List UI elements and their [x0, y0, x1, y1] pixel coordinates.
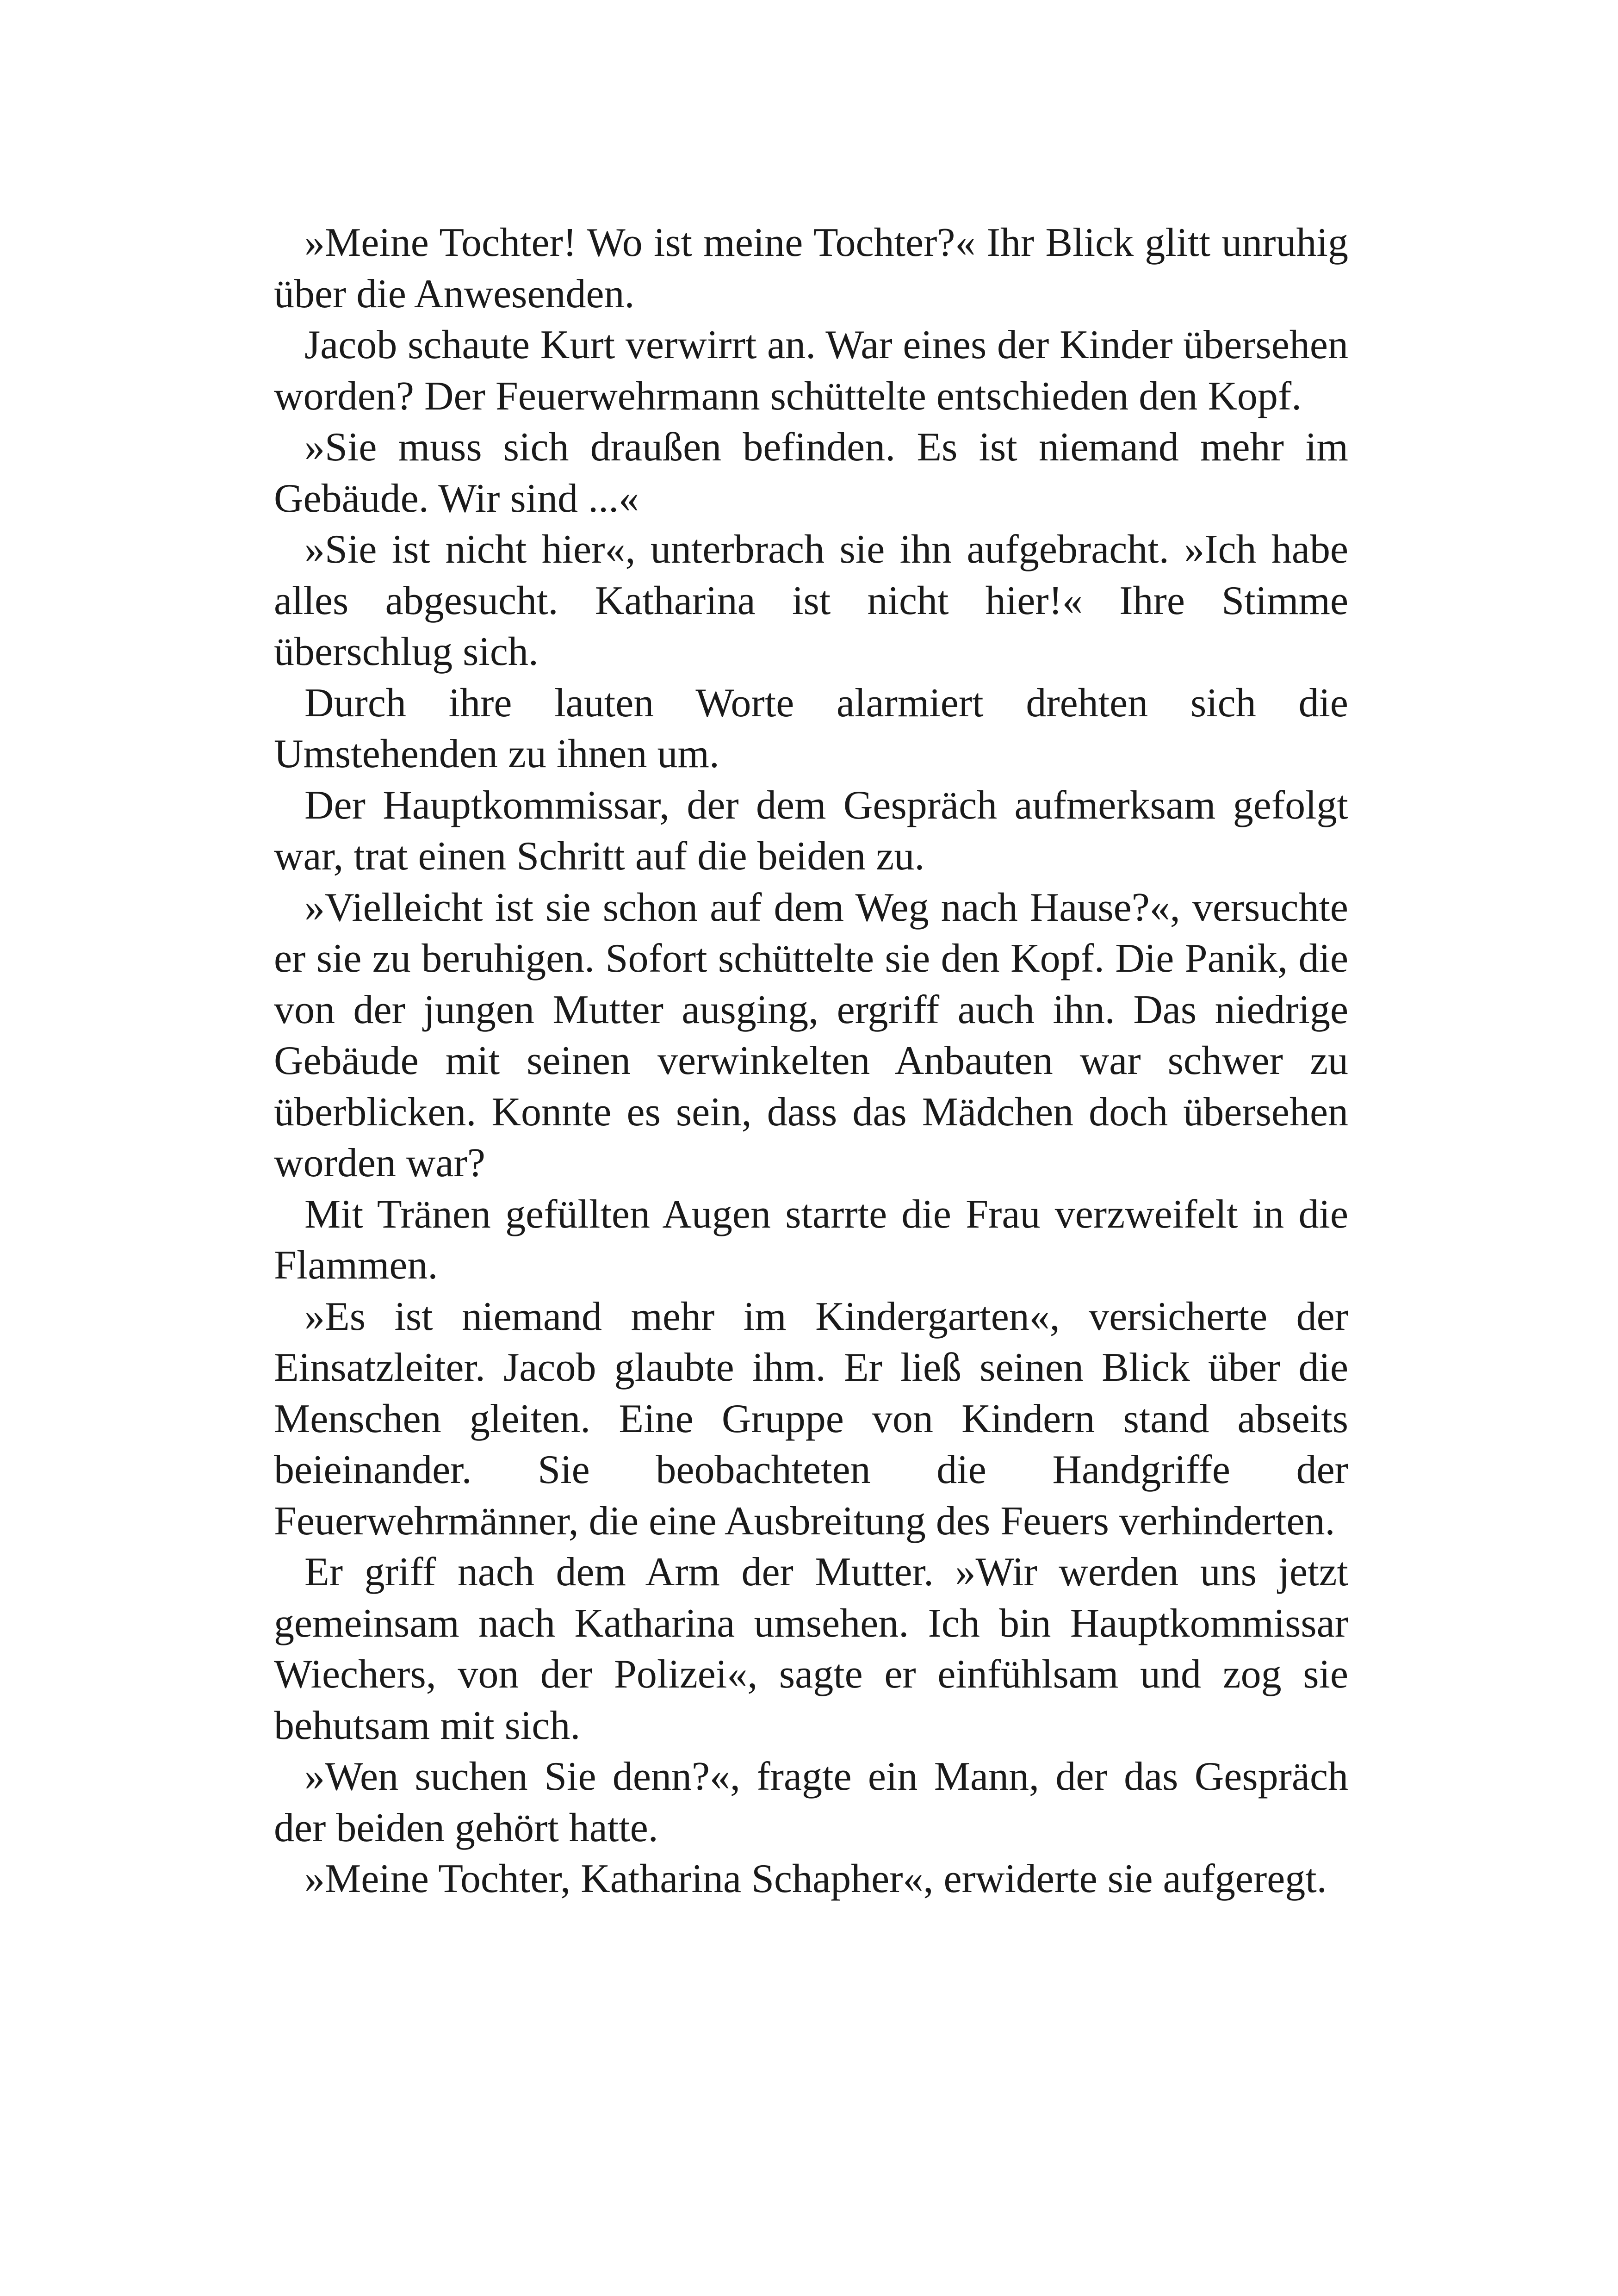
paragraph: Der Hauptkommissar, der dem Gespräch aufmerksam gefolgt war, trat einen Schritt auf die beiden zu. [274, 782, 1348, 879]
paragraph: »Sie ist nicht hier«, unterbrach sie ihn aufgebracht. »Ich habe alles abgesucht. Katharina ist nicht hier!« Ihre Stimme überschlug sich. [274, 527, 1348, 674]
body-text [274, 217, 1348, 1905]
paragraph: Jacob schaute Kurt verwirrt an. War eines der Kinder übersehen worden? Der Feuerwehrmann schüttelte entschieden den Kopf. [274, 323, 1348, 419]
paragraph: Durch ihre lauten Worte alarmiert drehten sich die Umstehenden zu ihnen um. [274, 680, 1348, 776]
paragraph: »Wen suchen Sie denn?«, fragte ein Mann, der das Gespräch der beiden gehört hatte. [274, 1754, 1348, 1850]
paragraph: »Meine Tochter! Wo ist meine Tochter?« Ihr Blick glitt unruhig über die Anwesenden. [274, 220, 1348, 316]
paragraph: Mit Tränen gefüllten Augen starrte die Frau verzweifelt in die Flammen. [274, 1191, 1348, 1288]
paragraph: »Es ist niemand mehr im Kindergarten«, versicherte der Einsatzleiter. Jacob glaubte ihm. Er ließ seinen Blick über die Menschen gleiten. Eine Gruppe von Kindern stand abseits beieinander. Sie beobachteten die Handgriffe der Feuerwehrmänner, die eine Ausbreitung des Feuers verhinderten. [274, 1294, 1348, 1544]
paragraph: »Vielleicht ist sie schon auf dem Weg nach Hause?«, versuchte er sie zu beruhigen. Sofort schüttelte sie den Kopf. Die Panik, die von der jungen Mutter ausging, ergriff auch ihn. Das niedrige Gebäude mit seinen verwinkelten Anbauten war schwer zu überblicken. Konnte es sein, dass das Mädchen doch übersehen worden war? [274, 885, 1348, 1185]
paragraph: Er griff nach dem Arm der Mutter. »Wir werden uns jetzt gemeinsam nach Katharina umsehen. Ich bin Hauptkommissar Wiechers, von der Polizei«, sagte er einfühlsam und zog sie behutsam mit sich. [274, 1550, 1348, 1748]
paragraph: »Meine Tochter, Katharina Schapher«, erwiderte sie aufgeregt. [304, 1856, 1327, 1901]
paragraph: »Sie muss sich draußen befinden. Es ist niemand mehr im Gebäude. Wir sind ...« [274, 425, 1348, 521]
